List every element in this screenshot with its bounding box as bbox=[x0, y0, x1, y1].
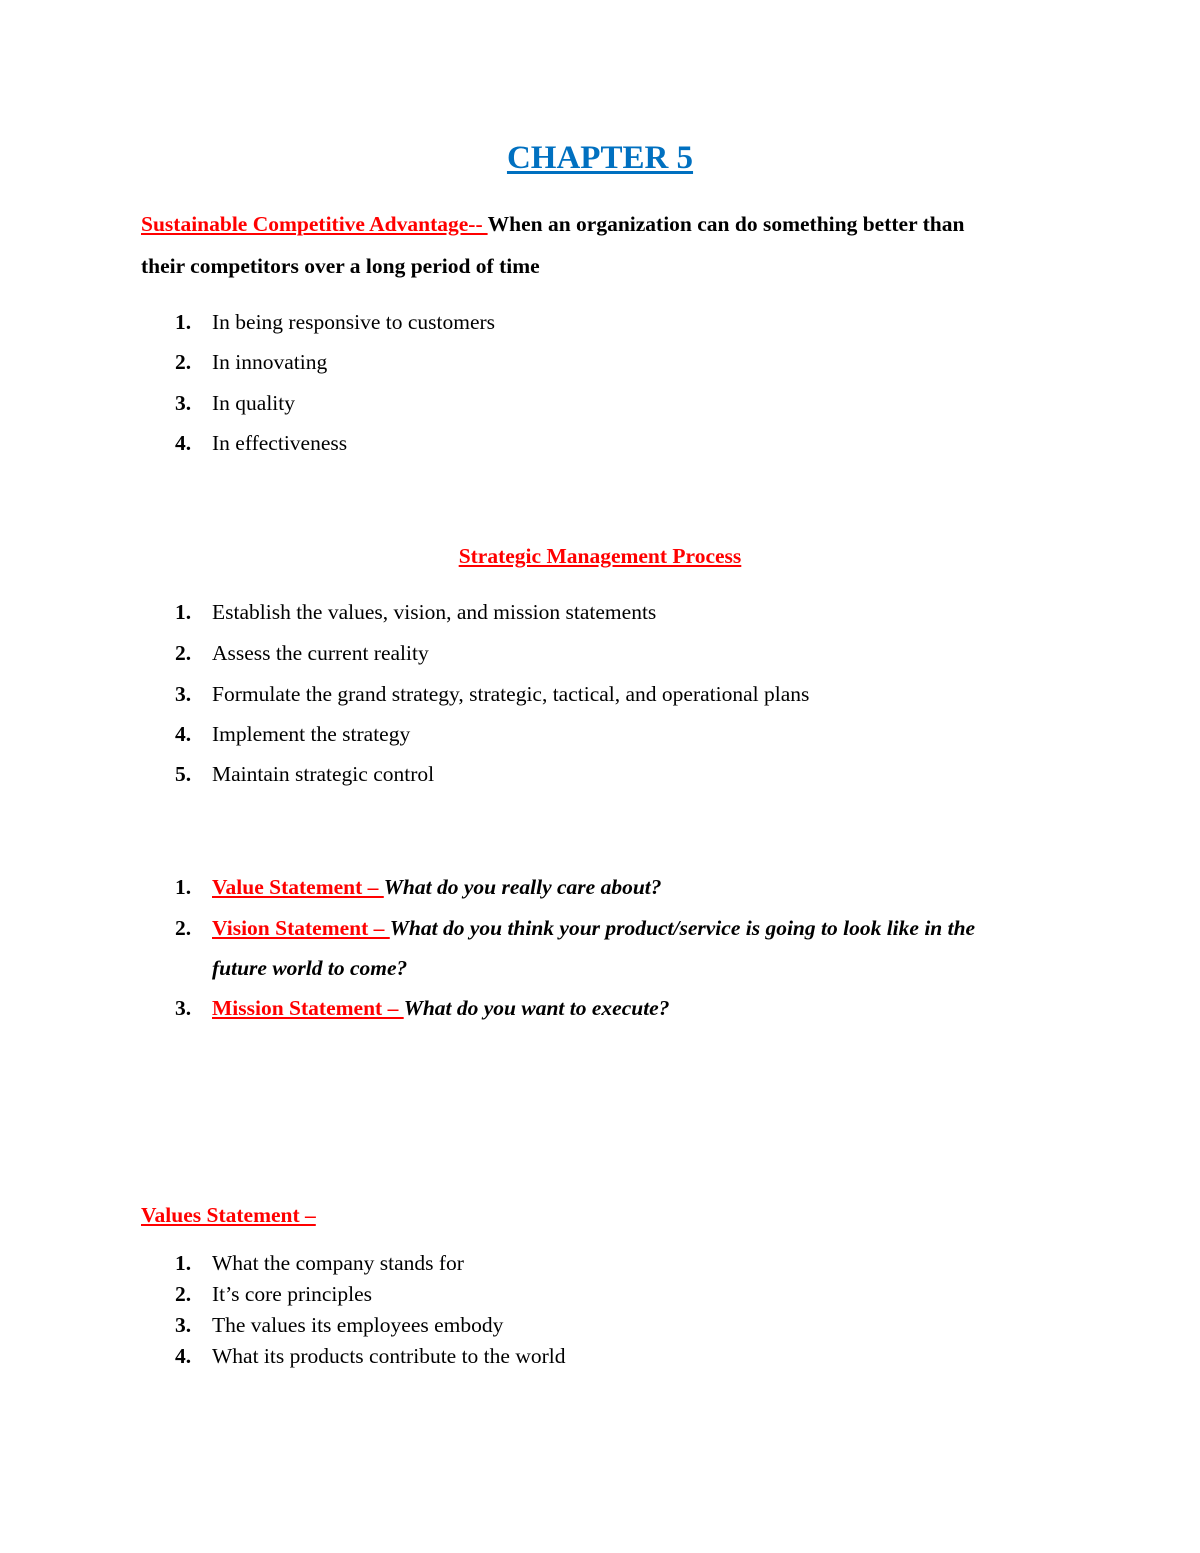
statement-term: Vision Statement – bbox=[212, 916, 390, 940]
list-item bbox=[175, 762, 1075, 788]
statement-line bbox=[212, 875, 662, 900]
list-item bbox=[175, 722, 1075, 748]
list-number: 2. bbox=[175, 1282, 192, 1306]
list-text: What its products contribute to the world bbox=[212, 1344, 566, 1368]
list-number: 2. bbox=[175, 641, 192, 665]
statement-term: Value Statement – bbox=[212, 875, 384, 899]
list-item bbox=[175, 1344, 1075, 1370]
list-text: What the company stands for bbox=[212, 1251, 464, 1275]
list-number: 5. bbox=[175, 762, 192, 786]
list-text: In innovating bbox=[212, 350, 328, 374]
list-text: Formulate the grand strategy, strategic, tactical, and operational plans bbox=[212, 682, 810, 706]
list-text: In being responsive to customers bbox=[212, 310, 496, 334]
list-text: Assess the current reality bbox=[212, 641, 429, 665]
sca-term: Sustainable Competitive Advantage-- bbox=[141, 212, 488, 236]
list-number: 1. bbox=[175, 600, 192, 624]
list-item bbox=[175, 1251, 1075, 1277]
page-title: CHAPTER 5 bbox=[506, 140, 694, 176]
list-number: 4. bbox=[175, 722, 192, 746]
list-item bbox=[175, 641, 1075, 667]
list-number: 3. bbox=[175, 682, 192, 706]
smp-heading-wrap bbox=[0, 544, 1200, 569]
list-text: Implement the strategy bbox=[212, 722, 411, 746]
list-number: 1. bbox=[175, 1251, 192, 1275]
list-item bbox=[175, 1282, 1075, 1308]
list-item bbox=[175, 310, 1075, 336]
statement-item bbox=[175, 996, 1075, 1022]
sca-definition-text: When an organization can do something better than bbox=[487, 212, 965, 236]
smp-heading: Strategic Management Process bbox=[458, 544, 742, 568]
values-heading: Values Statement – bbox=[141, 1203, 316, 1227]
statement-item bbox=[175, 875, 1075, 901]
list-number: 3. bbox=[175, 391, 192, 415]
list-item bbox=[175, 391, 1075, 417]
sca-definition-line2: their competitors over a long period of time bbox=[141, 254, 540, 278]
values-heading-wrap bbox=[141, 1203, 316, 1228]
list-number: 3. bbox=[175, 1313, 192, 1337]
list-number: 2. bbox=[175, 350, 192, 374]
statement-item bbox=[175, 916, 1075, 942]
statement-question: What do you really care about? bbox=[383, 875, 662, 899]
statement-question: What do you want to execute? bbox=[403, 996, 670, 1020]
statement-question: What do you think your product/service is going to look like in the bbox=[389, 916, 976, 940]
list-text: It’s core principles bbox=[212, 1282, 373, 1306]
sca-definition-line1 bbox=[141, 212, 964, 237]
statement-term: Mission Statement – bbox=[212, 996, 404, 1020]
list-item bbox=[175, 1313, 1075, 1339]
list-text: In effectiveness bbox=[212, 431, 348, 455]
statement-question: future world to come? bbox=[212, 956, 408, 980]
list-text: In quality bbox=[212, 391, 295, 415]
list-item bbox=[175, 431, 1075, 457]
list-item bbox=[175, 350, 1075, 376]
list-text: Maintain strategic control bbox=[212, 762, 435, 786]
list-number: 4. bbox=[175, 431, 192, 455]
list-number: 3. bbox=[175, 996, 192, 1020]
list-number: 4. bbox=[175, 1344, 192, 1368]
list-number: 1. bbox=[175, 875, 192, 899]
list-number: 1. bbox=[175, 310, 192, 334]
list-text: Establish the values, vision, and mission statements bbox=[212, 600, 657, 624]
statement-line bbox=[212, 996, 669, 1021]
list-text: The values its employees embody bbox=[212, 1313, 504, 1337]
statement-question-continued bbox=[212, 956, 407, 981]
list-item bbox=[175, 600, 1075, 626]
list-item bbox=[175, 682, 1075, 708]
statement-line bbox=[212, 916, 975, 941]
list-number: 2. bbox=[175, 916, 192, 940]
